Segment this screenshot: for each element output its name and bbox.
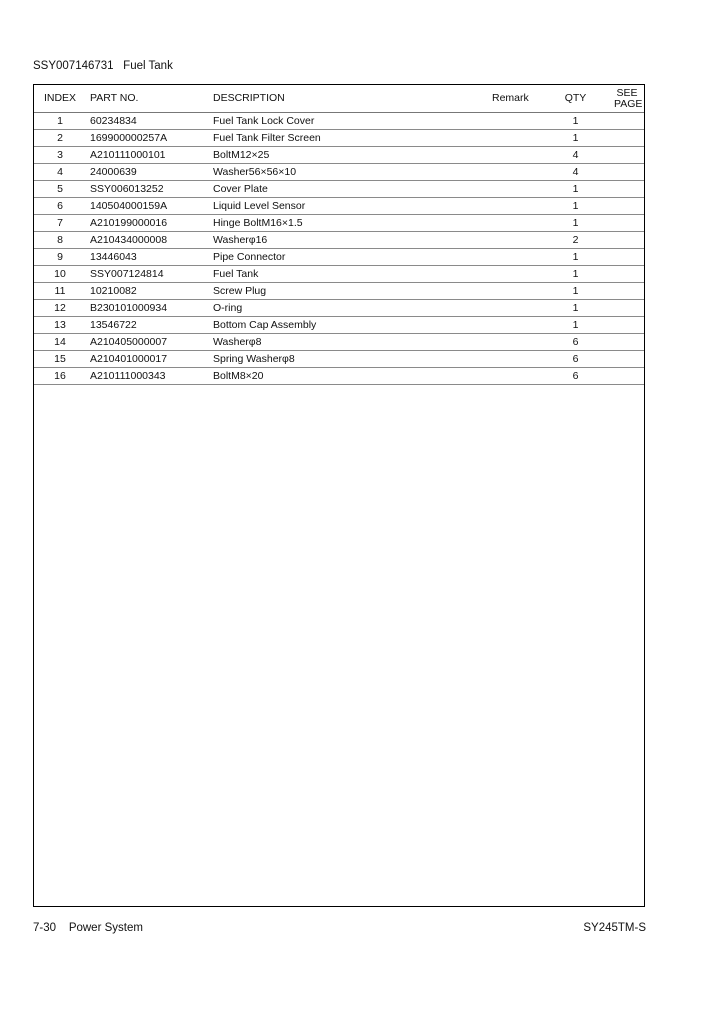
cell-qty: 1 — [541, 317, 610, 334]
cell-see-page — [610, 198, 644, 215]
cell-description: BoltM12×25 — [209, 147, 488, 164]
cell-description: Washerφ16 — [209, 232, 488, 249]
cell-qty: 1 — [541, 113, 610, 130]
cell-see-page — [610, 181, 644, 198]
cell-description: Screw Plug — [209, 283, 488, 300]
cell-description: Cover Plate — [209, 181, 488, 198]
cell-qty: 4 — [541, 147, 610, 164]
cell-index: 13 — [34, 317, 86, 334]
header-see-page-line2: PAGE — [614, 97, 643, 110]
cell-part-no: 13446043 — [86, 249, 209, 266]
parts-frame — [33, 84, 645, 907]
cell-qty: 2 — [541, 232, 610, 249]
cell-description: Pipe Connector — [209, 249, 488, 266]
cell-see-page — [610, 368, 644, 385]
cell-remark — [488, 368, 541, 385]
table-row — [34, 266, 644, 283]
document-heading — [33, 60, 173, 72]
cell-part-no: SSY007124814 — [86, 266, 209, 283]
cell-remark — [488, 113, 541, 130]
cell-see-page — [610, 215, 644, 232]
table-header-row — [34, 85, 644, 113]
cell-description: Liquid Level Sensor — [209, 198, 488, 215]
cell-see-page — [610, 266, 644, 283]
cell-part-no: A210111000101 — [86, 147, 209, 164]
table-row — [34, 181, 644, 198]
cell-remark — [488, 351, 541, 368]
footer-left — [33, 922, 143, 934]
cell-index: 12 — [34, 300, 86, 317]
cell-index: 8 — [34, 232, 86, 249]
cell-index: 14 — [34, 334, 86, 351]
cell-remark — [488, 164, 541, 181]
table-row — [34, 249, 644, 266]
cell-see-page — [610, 283, 644, 300]
cell-part-no: SSY006013252 — [86, 181, 209, 198]
cell-index: 4 — [34, 164, 86, 181]
table-row — [34, 147, 644, 164]
cell-part-no: B230101000934 — [86, 300, 209, 317]
cell-index: 16 — [34, 368, 86, 385]
cell-qty: 1 — [541, 266, 610, 283]
cell-qty: 4 — [541, 164, 610, 181]
table-row — [34, 215, 644, 232]
cell-qty: 6 — [541, 334, 610, 351]
cell-part-no: 24000639 — [86, 164, 209, 181]
cell-part-no: 13546722 — [86, 317, 209, 334]
cell-index: 5 — [34, 181, 86, 198]
cell-qty: 1 — [541, 215, 610, 232]
parts-table-body — [34, 113, 644, 385]
cell-part-no: A210199000016 — [86, 215, 209, 232]
cell-remark — [488, 317, 541, 334]
cell-description: Hinge BoltM16×1.5 — [209, 215, 488, 232]
cell-qty: 6 — [541, 368, 610, 385]
parts-table — [34, 85, 644, 385]
cell-remark — [488, 198, 541, 215]
cell-description: Bottom Cap Assembly — [209, 317, 488, 334]
cell-see-page — [610, 147, 644, 164]
cell-index: 9 — [34, 249, 86, 266]
cell-qty: 1 — [541, 181, 610, 198]
cell-see-page — [610, 113, 644, 130]
cell-qty: 1 — [541, 198, 610, 215]
cell-see-page — [610, 232, 644, 249]
table-row — [34, 232, 644, 249]
header-description: DESCRIPTION — [209, 85, 488, 113]
cell-see-page — [610, 249, 644, 266]
cell-index: 7 — [34, 215, 86, 232]
cell-part-no: 169900000257A — [86, 130, 209, 147]
table-row — [34, 283, 644, 300]
header-part-no: PART NO. — [86, 85, 209, 113]
cell-remark — [488, 130, 541, 147]
cell-see-page — [610, 334, 644, 351]
cell-see-page — [610, 351, 644, 368]
cell-part-no: A210111000343 — [86, 368, 209, 385]
cell-description: Spring Washerφ8 — [209, 351, 488, 368]
cell-remark — [488, 283, 541, 300]
footer-model: SY245TM-S — [583, 922, 646, 934]
cell-description: Washerφ8 — [209, 334, 488, 351]
cell-qty: 1 — [541, 283, 610, 300]
header-remark: Remark — [488, 85, 541, 113]
cell-index: 15 — [34, 351, 86, 368]
cell-see-page — [610, 317, 644, 334]
header-index: INDEX — [34, 85, 86, 113]
table-row — [34, 334, 644, 351]
cell-description: Fuel Tank Lock Cover — [209, 113, 488, 130]
cell-part-no: 140504000159A — [86, 198, 209, 215]
footer-section: Power System — [68, 922, 143, 934]
heading-code: SSY007146731 — [33, 60, 114, 72]
cell-qty: 1 — [541, 300, 610, 317]
cell-qty: 1 — [541, 130, 610, 147]
table-row — [34, 317, 644, 334]
cell-index: 3 — [34, 147, 86, 164]
cell-index: 1 — [34, 113, 86, 130]
cell-remark — [488, 266, 541, 283]
cell-description: O-ring — [209, 300, 488, 317]
cell-index: 2 — [34, 130, 86, 147]
cell-qty: 6 — [541, 351, 610, 368]
cell-remark — [488, 215, 541, 232]
table-row — [34, 130, 644, 147]
header-qty: QTY — [541, 85, 610, 113]
cell-description: BoltM8×20 — [209, 368, 488, 385]
table-row — [34, 300, 644, 317]
header-see-page — [610, 85, 644, 113]
cell-remark — [488, 249, 541, 266]
cell-qty: 1 — [541, 249, 610, 266]
cell-index: 11 — [34, 283, 86, 300]
cell-description: Fuel Tank — [209, 266, 488, 283]
cell-remark — [488, 147, 541, 164]
cell-index: 10 — [34, 266, 86, 283]
cell-part-no: 60234834 — [86, 113, 209, 130]
cell-remark — [488, 300, 541, 317]
cell-description: Washer56×56×10 — [209, 164, 488, 181]
table-row — [34, 198, 644, 215]
table-row — [34, 113, 644, 130]
cell-remark — [488, 181, 541, 198]
cell-description: Fuel Tank Filter Screen — [209, 130, 488, 147]
footer-page-number: 7-30 — [33, 922, 57, 934]
cell-index: 6 — [34, 198, 86, 215]
cell-part-no: 10210082 — [86, 283, 209, 300]
cell-see-page — [610, 130, 644, 147]
cell-remark — [488, 232, 541, 249]
table-row — [34, 368, 644, 385]
header-see-page-line1: SEE — [616, 86, 638, 99]
cell-part-no: A210401000017 — [86, 351, 209, 368]
cell-see-page — [610, 164, 644, 181]
table-row — [34, 164, 644, 181]
cell-remark — [488, 334, 541, 351]
cell-see-page — [610, 300, 644, 317]
heading-title: Fuel Tank — [123, 60, 173, 72]
table-row — [34, 351, 644, 368]
cell-part-no: A210405000007 — [86, 334, 209, 351]
cell-part-no: A210434000008 — [86, 232, 209, 249]
